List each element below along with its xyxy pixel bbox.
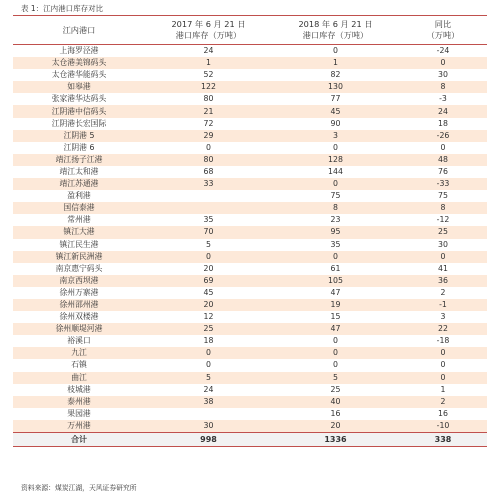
header-2018-unit: 港口库存（万吨） [302,30,369,40]
table-row [13,57,487,69]
cell-yoy: 0 [399,372,487,384]
cell-2017: 21 [145,105,272,117]
cell-2017 [145,408,272,420]
cell-2018: 0 [272,142,399,154]
table-row [13,335,487,347]
total-cell-2018: 1336 [272,433,399,447]
cell-2018: 144 [272,166,399,178]
cell-2018: 35 [272,239,399,251]
table-row [13,154,487,166]
cell-2018: 19 [272,299,399,311]
cell-2017: 0 [145,142,272,154]
cell-2017: 70 [145,226,272,238]
table-caption: 表 1：江内港口库存对比 [21,4,104,13]
cell-yoy: 8 [399,81,487,93]
cell-2018: 0 [272,335,399,347]
cell-port: 裕溪口 [13,335,145,347]
cell-2017: 35 [145,214,272,226]
cell-2017: 20 [145,263,272,275]
cell-2017: 68 [145,166,272,178]
cell-2018: 0 [272,347,399,359]
cell-port: 南京西坝港 [13,275,145,287]
cell-yoy: -26 [399,130,487,142]
cell-port: 国信泰港 [13,202,145,214]
table-row [13,69,487,81]
cell-port: 镇江新民洲港 [13,251,145,263]
cell-port: 徐州双楼港 [13,311,145,323]
table-body [13,45,487,447]
table-row [13,275,487,287]
cell-port: 江阴港 5 [13,130,145,142]
cell-yoy: 24 [399,105,487,117]
cell-2017: 0 [145,251,272,263]
cell-port: 靖江太和港 [13,166,145,178]
cell-2017: 0 [145,347,272,359]
cell-yoy: 76 [399,166,487,178]
cell-2018: 5 [272,372,399,384]
cell-2018: 15 [272,311,399,323]
total-cell-2017: 998 [145,433,272,447]
cell-yoy: 8 [399,202,487,214]
cell-2017: 45 [145,287,272,299]
cell-port: 上海罗泾港 [13,45,145,58]
table-row [13,130,487,142]
cell-2018: 95 [272,226,399,238]
cell-2018: 105 [272,275,399,287]
header-2017 [145,16,272,45]
cell-2018: 0 [272,251,399,263]
cell-yoy: -12 [399,214,487,226]
table-row [13,287,487,299]
cell-2017: 5 [145,372,272,384]
cell-port: 镇江大港 [13,226,145,238]
table-row [13,202,487,214]
cell-2018: 45 [272,105,399,117]
cell-2018: 8 [272,202,399,214]
cell-yoy: 36 [399,275,487,287]
cell-yoy: 25 [399,226,487,238]
cell-port: 江阴港中信码头 [13,105,145,117]
cell-yoy: 1 [399,384,487,396]
cell-port: 太仓港美锦码头 [13,57,145,69]
header-port [13,16,145,45]
cell-2018: 23 [272,214,399,226]
total-cell-yoy: 338 [399,433,487,447]
cell-2018: 82 [272,69,399,81]
cell-port: 万州港 [13,420,145,433]
cell-yoy: 2 [399,396,487,408]
table-row [13,372,487,384]
cell-2017: 5 [145,239,272,251]
cell-2018: 61 [272,263,399,275]
source-footnote: 资料来源：煤炭江湖，天风证券研究所 [21,484,137,492]
table-row [13,214,487,226]
cell-port: 江阴港 6 [13,142,145,154]
cell-port: 曲江 [13,372,145,384]
cell-yoy: 3 [399,311,487,323]
header-yoy-label: 同比 [434,19,452,29]
cell-port: 泰州港 [13,396,145,408]
port-inventory-table [13,16,487,447]
table-row [13,93,487,105]
cell-2018: 25 [272,384,399,396]
header-2017-unit: 港口库存（万吨） [175,30,242,40]
total-row [13,433,487,447]
cell-yoy: 41 [399,263,487,275]
cell-2018: 40 [272,396,399,408]
cell-2017: 0 [145,359,272,371]
table-row [13,226,487,238]
table-row [13,323,487,335]
cell-port: 徐州顺堤河港 [13,323,145,335]
cell-2018: 90 [272,118,399,130]
cell-2018: 128 [272,154,399,166]
table-row [13,384,487,396]
cell-port: 如皋港 [13,81,145,93]
cell-yoy: 16 [399,408,487,420]
cell-yoy: 0 [399,359,487,371]
cell-port: 枝城港 [13,384,145,396]
cell-port: 果园港 [13,408,145,420]
cell-2018: 0 [272,178,399,190]
header-2017-date: 2017 年 6 月 21 日 [171,19,246,29]
cell-port: 徐州邵州港 [13,299,145,311]
table-row [13,251,487,263]
cell-yoy: 30 [399,239,487,251]
cell-yoy: -3 [399,93,487,105]
cell-yoy: 0 [399,347,487,359]
cell-2018: 0 [272,45,399,58]
cell-2018: 77 [272,93,399,105]
table-row [13,408,487,420]
total-cell-port: 合计 [13,433,145,447]
table-row [13,190,487,202]
cell-yoy: -10 [399,420,487,433]
cell-yoy: 48 [399,154,487,166]
cell-port: 靖江扬子江港 [13,154,145,166]
table-row [13,347,487,359]
header-port-label: 江内港口 [62,24,96,35]
cell-2018: 3 [272,130,399,142]
table-row [13,299,487,311]
cell-2017: 122 [145,81,272,93]
table-row [13,263,487,275]
cell-yoy: 0 [399,142,487,154]
cell-2017 [145,202,272,214]
cell-2018: 130 [272,81,399,93]
cell-2018: 75 [272,190,399,202]
cell-yoy: -18 [399,335,487,347]
cell-2017: 72 [145,118,272,130]
cell-2017: 30 [145,420,272,433]
cell-port: 常州港 [13,214,145,226]
cell-port: 靖江苏通港 [13,178,145,190]
cell-2018: 1 [272,57,399,69]
table-row [13,142,487,154]
table-header-row [13,16,487,45]
cell-2017: 24 [145,45,272,58]
cell-2017: 12 [145,311,272,323]
cell-2018: 16 [272,408,399,420]
cell-2018: 47 [272,287,399,299]
cell-yoy: 30 [399,69,487,81]
cell-port: 太仓港华能码头 [13,69,145,81]
header-yoy [399,16,487,45]
cell-2017: 80 [145,93,272,105]
cell-2017: 25 [145,323,272,335]
cell-yoy: 0 [399,57,487,69]
cell-yoy: 18 [399,118,487,130]
cell-2017: 38 [145,396,272,408]
cell-2017: 52 [145,69,272,81]
table-row [13,311,487,323]
cell-yoy: 0 [399,251,487,263]
table-row [13,396,487,408]
cell-2018: 20 [272,420,399,433]
cell-2017 [145,190,272,202]
header-2018-date: 2018 年 6 月 21 日 [298,19,373,29]
cell-2017: 80 [145,154,272,166]
cell-2017: 1 [145,57,272,69]
cell-port: 张家港华达码头 [13,93,145,105]
table-row [13,420,487,433]
cell-2017: 69 [145,275,272,287]
cell-2018: 47 [272,323,399,335]
cell-port: 镇江民生港 [13,239,145,251]
cell-2017: 33 [145,178,272,190]
cell-port: 盈利港 [13,190,145,202]
cell-2017: 18 [145,335,272,347]
cell-2018: 0 [272,359,399,371]
table-row [13,239,487,251]
cell-2017: 29 [145,130,272,142]
table-row [13,359,487,371]
cell-2017: 24 [145,384,272,396]
cell-port: 徐州万寨港 [13,287,145,299]
cell-port: 南京惠宁码头 [13,263,145,275]
header-yoy-unit: （万吨） [426,30,460,40]
cell-port: 九江 [13,347,145,359]
cell-2017: 20 [145,299,272,311]
cell-yoy: 2 [399,287,487,299]
table-row [13,45,487,58]
cell-yoy: 75 [399,190,487,202]
cell-yoy: -24 [399,45,487,58]
header-2018 [272,16,399,45]
cell-yoy: -1 [399,299,487,311]
cell-yoy: -33 [399,178,487,190]
table-row [13,81,487,93]
cell-port: 江阴港长宏国际 [13,118,145,130]
table-row [13,178,487,190]
cell-yoy: 22 [399,323,487,335]
table-row [13,166,487,178]
table-row [13,118,487,130]
cell-port: 石镇 [13,359,145,371]
table-row [13,105,487,117]
